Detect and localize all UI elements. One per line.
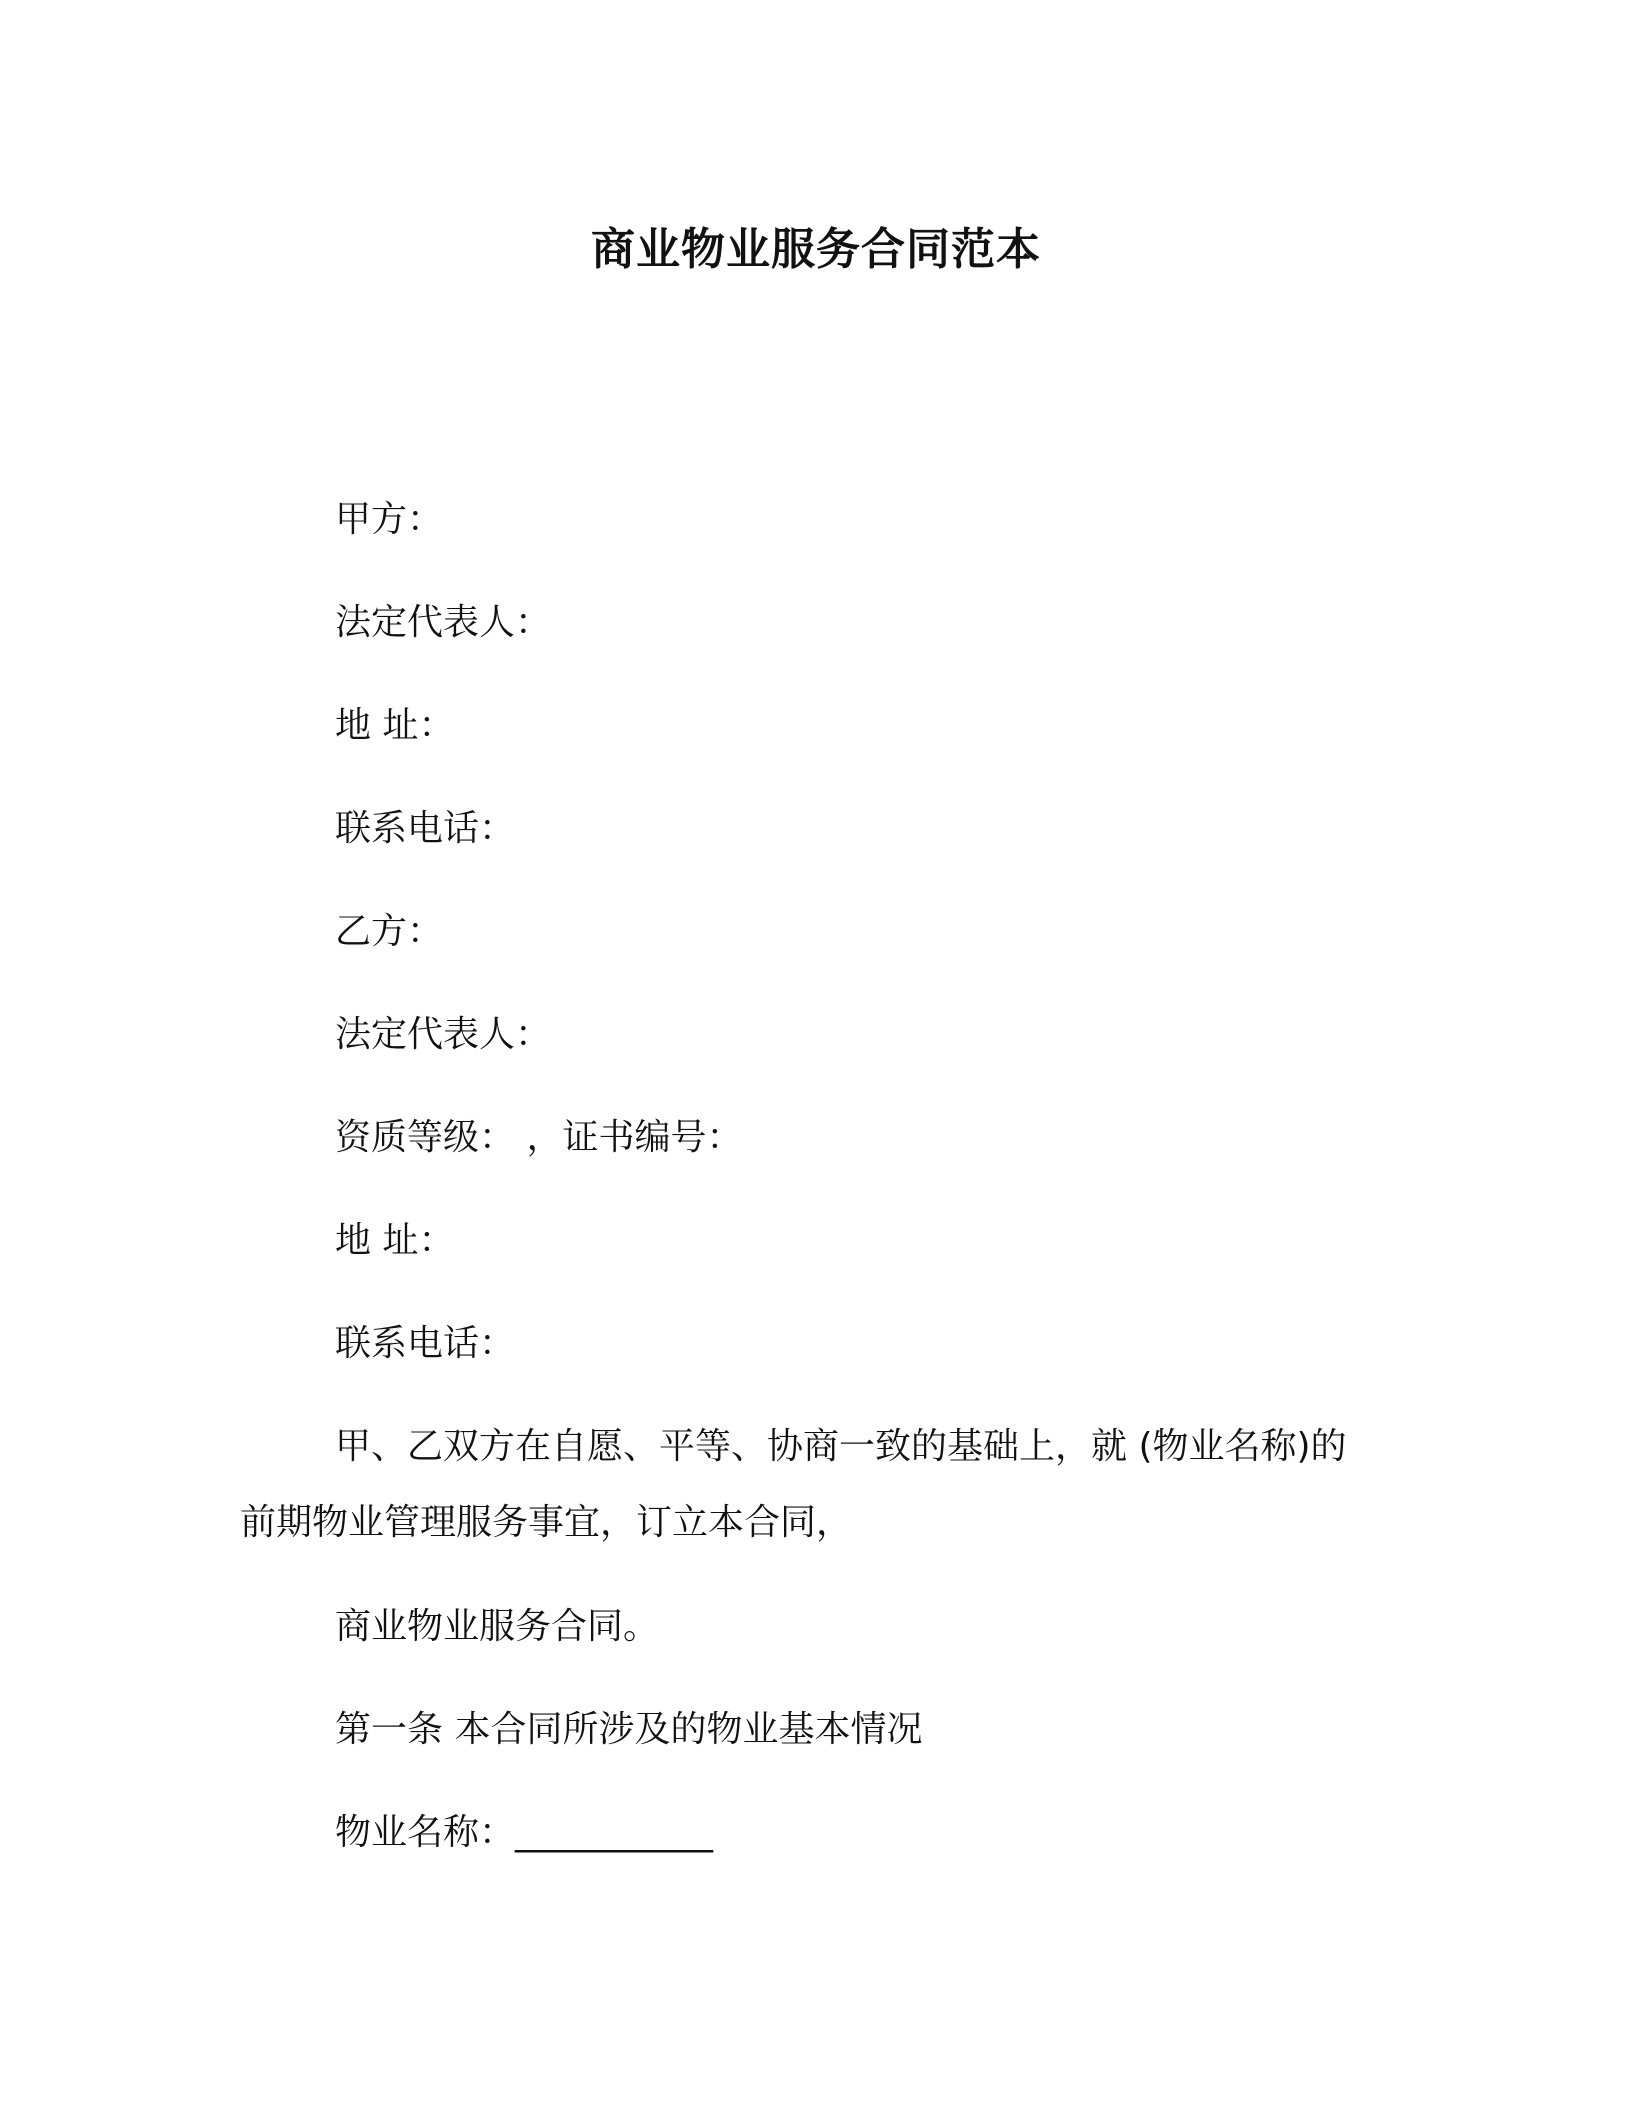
party-b-qualification-label: 资质等级： ，证书编号：	[335, 1117, 743, 1158]
preamble-line-2: 前期物业管理服务事宜，订立本合同，	[240, 1502, 853, 1543]
party-b-label: 乙方：	[335, 911, 444, 952]
preamble-line-1: 甲、乙双方在自愿、平等、协商一致的基础上，就 (物业名称)的	[335, 1426, 1347, 1467]
page-title: 商业物业服务合同范本	[591, 224, 1041, 275]
party-b-phone-label: 联系电话：	[335, 1323, 516, 1364]
party-b-rep-label: 法定代表人：	[335, 1014, 552, 1055]
party-a-label: 甲方：	[335, 499, 444, 540]
contract-name-line: 商业物业服务合同。	[335, 1606, 660, 1647]
preamble-paragraph	[240, 1423, 1380, 1547]
party-a-rep-label: 法定代表人：	[335, 602, 552, 643]
party-a-address-label: 地 址：	[335, 705, 455, 746]
party-a-phone-label: 联系电话：	[335, 808, 516, 849]
party-b-address-label: 地 址：	[335, 1220, 455, 1261]
article-1-heading: 第一条 本合同所涉及的物业基本情况	[335, 1709, 923, 1750]
property-name-field: 物业名称：___________	[335, 1812, 714, 1853]
